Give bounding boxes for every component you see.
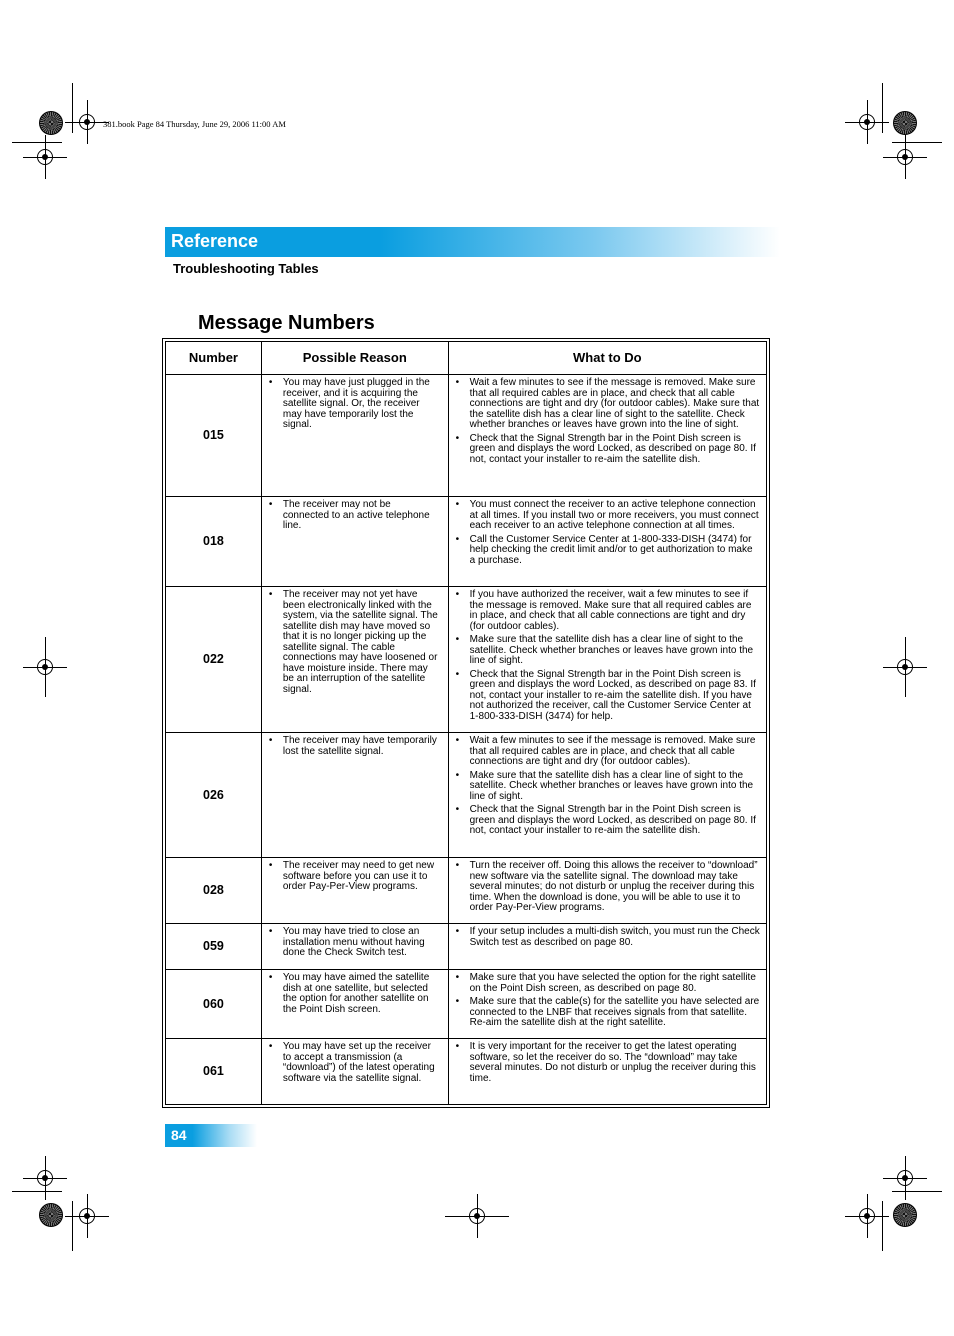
what-to-do-list [449, 858, 766, 921]
possible-reason-list [262, 1039, 448, 1091]
what-to-do-item: • Wait a few minutes to see if the message is removed. Make sure that all required cables are in place, and check that all cable connections are tight and dry (for outdoor cables). Make sure that the satellite dish has a clear line of sight to the satellite. Check whether branches or leaves have grown into the line of sight. [470, 378, 760, 431]
possible-reason-list [262, 497, 448, 539]
what-to-do-cell [448, 924, 766, 970]
what-to-do-item: • Make sure that the satellite dish has a clear line of sight to the satellite. Check whether branches or leaves have grown into the line of sight. [470, 771, 760, 803]
what-to-do-list [449, 733, 766, 844]
what-to-do-list [449, 375, 766, 472]
possible-reason-item: • The receiver may have temporarily lost the satellite signal. [283, 736, 440, 757]
registration-target-icon [39, 1203, 63, 1227]
table-header-row [166, 342, 767, 375]
registration-target-icon [39, 111, 63, 135]
possible-reason-cell [261, 733, 448, 858]
what-to-do-item: • Make sure that you have selected the option for the right satellite on the Point Dish screen, as described on page 80. [470, 973, 760, 994]
possible-reason-item: • The receiver may not yet have been electronically linked with the system, via the satellite signal. The satellite dish may have moved so that it is no longer picking up the satellite signal. The cable connections may have loosened or have moisture inside. There may be an interruption of the satellite signal. [283, 590, 440, 695]
possible-reason-item: • You may have just plugged in the receiver, and it is acquiring the satellite signal. Or, the receiver may have temporarily lost the signal. [283, 378, 440, 431]
possible-reason-cell [261, 587, 448, 733]
column-header-reason: Possible Reason [261, 342, 448, 375]
message-number: 061 [166, 1039, 262, 1105]
what-to-do-cell [448, 497, 766, 587]
table-row [166, 497, 767, 587]
file-header: 381.book Page 84 Thursday, June 29, 2006 11:00 AM [103, 119, 286, 129]
what-to-do-item: • Call the Customer Service Center at 1-800-333-DISH (3474) for help checking the credit limit and/or to get authorization to make a purchase. [470, 535, 760, 567]
possible-reason-cell [261, 375, 448, 497]
what-to-do-list [449, 587, 766, 729]
what-to-do-cell [448, 733, 766, 858]
message-number: 022 [166, 587, 262, 733]
what-to-do-list [449, 924, 766, 955]
possible-reason-cell [261, 924, 448, 970]
what-to-do-cell [448, 375, 766, 497]
what-to-do-list [449, 1039, 766, 1091]
possible-reason-cell [261, 1039, 448, 1105]
what-to-do-cell [448, 970, 766, 1039]
message-numbers-table [165, 341, 767, 1105]
what-to-do-item: • You must connect the receiver to an active telephone connection at all times. If you install two or more receivers, you must connect each receiver to an active telephone connection at all times. [470, 500, 760, 532]
table-row [166, 587, 767, 733]
what-to-do-list [449, 970, 766, 1036]
registration-target-icon [893, 111, 917, 135]
table-row [166, 733, 767, 858]
what-to-do-item: • If you have authorized the receiver, wait a few minutes to see if the message is removed. Make sure that all required cables are in place, and check that all cable connections are tight and dry (for outdoor cables). [470, 590, 760, 632]
message-number: 059 [166, 924, 262, 970]
what-to-do-item: • Check that the Signal Strength bar in the Point Dish screen is green and displays the word Locked, as described on page 80. If not, contact your installer to re-aim the satellite dish. [470, 805, 760, 837]
registration-target-icon [893, 1203, 917, 1227]
what-to-do-cell [448, 1039, 766, 1105]
what-to-do-item: • Wait a few minutes to see if the message is removed. Make sure that all required cables are in place, and check that all cable connections are tight and dry (for outdoor cables). [470, 736, 760, 768]
message-number: 028 [166, 858, 262, 924]
what-to-do-list [449, 497, 766, 573]
possible-reason-list [262, 587, 448, 702]
possible-reason-list [262, 858, 448, 900]
table-row [166, 924, 767, 970]
what-to-do-item: • Check that the Signal Strength bar in the Point Dish screen is green and displays the word Locked, as described on page 80. If not, contact your installer to re-aim the satellite dish. [470, 434, 760, 466]
column-header-number: Number [166, 342, 262, 375]
what-to-do-item: • Make sure that the satellite dish has a clear line of sight to the satellite. Check whether branches or leaves have grown into the line of sight. [470, 635, 760, 667]
message-number: 060 [166, 970, 262, 1039]
what-to-do-cell [448, 858, 766, 924]
possible-reason-list [262, 970, 448, 1022]
possible-reason-item: • The receiver may need to get new software before you can use it to order Pay-Per-View programs. [283, 861, 440, 893]
page-title: Message Numbers [198, 312, 375, 334]
message-number: 018 [166, 497, 262, 587]
table-row [166, 1039, 767, 1105]
possible-reason-cell [261, 970, 448, 1039]
table-row [166, 858, 767, 924]
possible-reason-item: • You may have set up the receiver to accept a transmission (a “download”) of the latest operating software via the satellite signal. [283, 1042, 440, 1084]
column-header-action: What to Do [448, 342, 766, 375]
possible-reason-item: • The receiver may not be connected to an active telephone line. [283, 500, 440, 532]
what-to-do-item: • If your setup includes a multi-dish switch, you must run the Check Switch test as described on page 80. [470, 927, 760, 948]
possible-reason-list [262, 924, 448, 966]
possible-reason-cell [261, 858, 448, 924]
what-to-do-item: • It is very important for the receiver to get the latest operating software, so let the receiver do so. The “download” may take several minutes. Do not disturb or unplug the receiver during this time. [470, 1042, 760, 1084]
section-title: Reference [171, 231, 259, 251]
what-to-do-item: • Make sure that the cable(s) for the satellite you have selected are connected to the LNBF that receives signals from that satellite. Re-aim the satellite dish at the right satellite. [470, 997, 760, 1029]
possible-reason-item: • You may have tried to close an installation menu without having done the Check Switch test. [283, 927, 440, 959]
table-row [166, 970, 767, 1039]
message-number: 015 [166, 375, 262, 497]
possible-reason-item: • You may have aimed the satellite dish at one satellite, but selected the option for another satellite on the Point Dish screen. [283, 973, 440, 1015]
message-number: 026 [166, 733, 262, 858]
table-row [166, 375, 767, 497]
possible-reason-cell [261, 497, 448, 587]
possible-reason-list [262, 375, 448, 438]
page-number: 84 [171, 1127, 187, 1143]
section-banner [165, 227, 780, 257]
what-to-do-item: • Turn the receiver off. Doing this allows the receiver to “download” new software via the satellite signal. The download may take several minutes; do not disturb or unplug the receiver during this time. When the download is done, you will be able to use it to order Pay-Per-View programs. [470, 861, 760, 914]
what-to-do-cell [448, 587, 766, 733]
possible-reason-list [262, 733, 448, 764]
page-number-box [165, 1124, 257, 1147]
subsection-title: Troubleshooting Tables [173, 261, 319, 276]
what-to-do-item: • Check that the Signal Strength bar in the Point Dish screen is green and displays the word Locked, as described on page 83. If not, contact your installer to re-aim the satellite dish. If you have not authorized the receiver, call the Customer Service Center at 1-800-333-DISH (3474) for help. [470, 670, 760, 723]
